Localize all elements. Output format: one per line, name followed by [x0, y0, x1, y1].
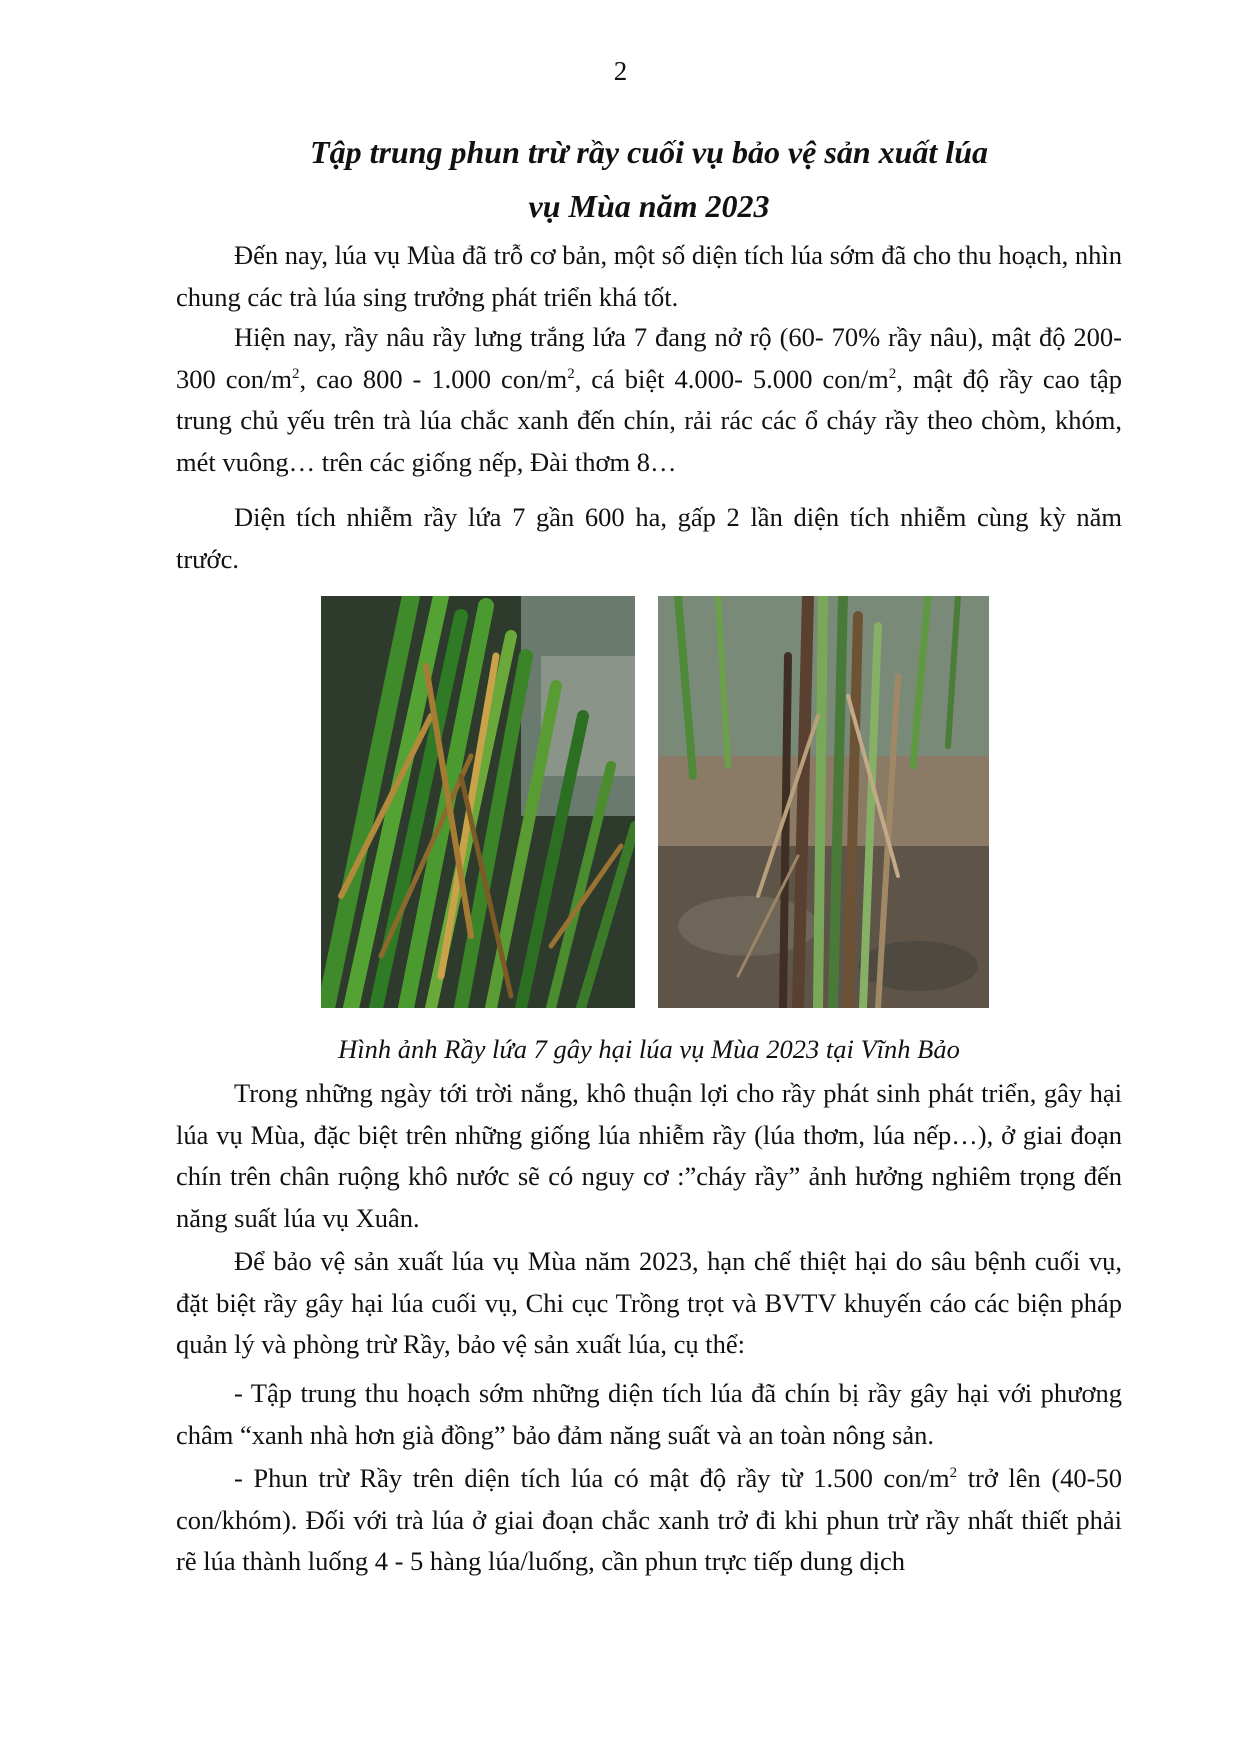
paragraph-2-part-c: , cá biệt 4.000- 5.000 con/m: [574, 363, 889, 394]
page-number: 2: [613, 56, 628, 86]
paragraph-4: Trong những ngày tới trời nắng, khô thuận lợi cho rầy phát sinh phát triển, gây hại lúa vụ Mùa, đặc biệt trên những giống lúa nhiễm rầy (lúa thơm, lúa nếp…), ở giai đoạn chín trên chân ruộng khô nước sẽ có nguy cơ :”cháy rầy” ảnh hưởng nghiêm trọng đến năng suất lúa vụ Xuân.: [176, 1078, 1122, 1233]
photo-caption: Hình ảnh Rầy lứa 7 gây hại lúa vụ Mùa 2023 tại Vĩnh Bảo: [338, 1034, 960, 1064]
paragraph-7-part-a: - Phun trừ Rầy trên diện tích lúa có mật độ rầy từ 1.500 con/m: [234, 1463, 950, 1493]
paragraph-2-part-a: Hiện nay, rầy nâu rầy lưng trắng lứa 7 đang nở rộ (60- 70% rầy nâu), mật độ 200-300 con/m: [176, 322, 1122, 394]
paragraph-2-part-d: , mật độ rầy cao tập trung chủ yếu trên trà lúa chắc xanh đến chín, rải rác các ổ cháy rầy theo chòm, khóm, mét vuông… trên các giống nếp, Đài thơm 8…: [176, 363, 1122, 477]
photo-right: [658, 596, 989, 1008]
paragraph-3: Diện tích nhiễm rầy lứa 7 gần 600 ha, gấp 2 lần diện tích nhiễm cùng kỳ năm trước.: [176, 502, 1122, 574]
paragraph-5: Để bảo vệ sản xuất lúa vụ Mùa năm 2023, hạn chế thiệt hại do sâu bệnh cuối vụ, đặt biệt rầy gây hại lúa cuối vụ, Chi cục Trồng trọt và BVTV khuyến cáo các biện pháp quản lý và phòng trừ Rầy, bảo vệ sản xuất lúa, cụ thể:: [176, 1246, 1122, 1359]
paragraph-2-part-b: , cao 800 - 1.000 con/m: [299, 363, 568, 394]
paragraph-2: [176, 317, 1122, 483]
title-line-2: vụ Mùa năm 2023: [528, 188, 770, 224]
photo-left: [321, 596, 635, 1008]
paragraph-7-part-b: trở lên (40-50 con/khóm). Đối với trà lúa ở giai đoạn chắc xanh trở đi khi phun trừ rầy nhất thiết phải rẽ lúa thành luống 4 - 5 hàng lúa/luống, cần phun trực tiếp dung dịch: [176, 1463, 1122, 1576]
paragraph-1: Đến nay, lúa vụ Mùa đã trỗ cơ bản, một số diện tích lúa sớm đã cho thu hoạch, nhìn chung các trà lúa sing trưởng phát triển khá tốt.: [176, 240, 1122, 312]
paragraph-7: [176, 1458, 1122, 1583]
superscript: 2: [888, 365, 897, 382]
superscript: 2: [949, 1465, 958, 1482]
superscript: 2: [567, 365, 575, 382]
title-line-1: Tập trung phun trừ rầy cuối vụ bảo vệ sản xuất lúa: [310, 134, 988, 170]
paragraph-6: - Tập trung thu hoạch sớm những diện tích lúa đã chín bị rầy gây hại với phương châm “xanh nhà hơn già đồng” bảo đảm năng suất và an toàn nông sản.: [176, 1378, 1122, 1450]
superscript: 2: [291, 365, 300, 382]
